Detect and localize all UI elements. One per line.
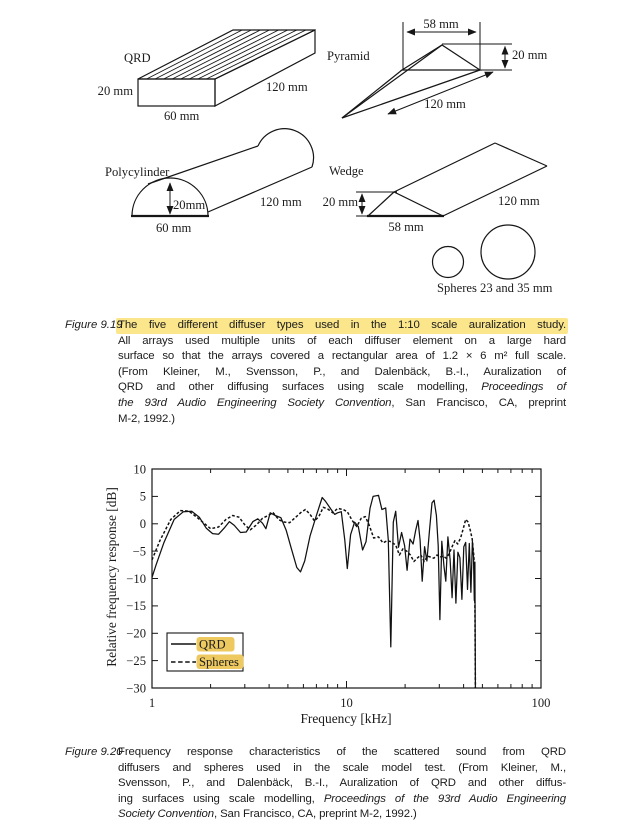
small-sphere bbox=[433, 247, 464, 278]
qrd-diagram bbox=[98, 30, 315, 123]
wedge-back-edge bbox=[495, 143, 547, 166]
y-axis-ticks bbox=[126, 462, 541, 695]
x-tick-label: 100 bbox=[531, 696, 551, 710]
polycylinder-width-dim: 60 mm bbox=[156, 221, 192, 235]
polycylinder-length-dim: 120 mm bbox=[260, 195, 302, 209]
pyramid-diagram bbox=[327, 17, 548, 118]
spheres-diagram bbox=[433, 225, 553, 295]
figure-9-20-caption-text: Frequency response characteristics of the scattered sound from QRD diffusers and spheres used in the scale model test. (From Kleiner, M., Svensson, P., and Dalenbäck, B.-I., Auralization of QRD and other diffus- ing surfaces using scale modelling, Proceedings of the 93rd Audio Engineering Society Convention, San Francisco, CA, preprint M-2, 1992.) bbox=[118, 746, 566, 821]
pyramid-length-dim: 120 mm bbox=[424, 97, 466, 111]
qrd-top-face bbox=[138, 30, 315, 79]
wedge-ridge-edge bbox=[394, 143, 495, 192]
qrd-front-face bbox=[138, 79, 215, 106]
qrd-height-dim: 20 mm bbox=[97, 84, 133, 98]
figure-9-19-diagram bbox=[0, 0, 631, 310]
polycylinder-diagram bbox=[105, 129, 314, 235]
polycylinder-back-arc bbox=[258, 129, 314, 167]
y-tick-label: −5 bbox=[132, 544, 146, 559]
y-tick-label: −25 bbox=[126, 653, 146, 668]
x-axis-title: Frequency [kHz] bbox=[300, 711, 392, 726]
legend-qrd-label: QRD bbox=[199, 637, 226, 652]
x-tick-label: 10 bbox=[340, 696, 353, 710]
y-tick-label: 5 bbox=[139, 489, 146, 504]
wedge-length-dim: 120 mm bbox=[498, 194, 540, 208]
qrd-width-dim: 60 mm bbox=[164, 109, 200, 123]
wedge-width-dim: 58 mm bbox=[388, 220, 424, 234]
legend bbox=[167, 633, 244, 671]
y-axis-title: Relative frequency response [dB] bbox=[104, 487, 119, 667]
legend-spheres-label: Spheres bbox=[199, 655, 239, 669]
figure-9-20-chart bbox=[95, 450, 575, 742]
large-sphere bbox=[481, 225, 535, 279]
pyramid-height-dim: 20 mm bbox=[512, 48, 548, 62]
figure-9-20-label: Figure 9.20 bbox=[65, 746, 123, 758]
wedge-front-face bbox=[368, 192, 443, 216]
y-tick-label: −30 bbox=[126, 681, 146, 696]
polycylinder-height-dim: 20mm bbox=[173, 198, 206, 212]
x-tick-label: 1 bbox=[148, 696, 156, 710]
wedge-diagram bbox=[323, 143, 547, 234]
x-axis-ticks bbox=[149, 469, 551, 710]
wedge-right-edge bbox=[443, 166, 547, 216]
polycylinder-label: Polycylinder bbox=[105, 165, 170, 179]
y-tick-label: 0 bbox=[139, 517, 146, 532]
pyramid-left-edge bbox=[342, 70, 402, 118]
figure-9-19-caption-text: The five different diffuser types used in the 1:10 scale auralization study. All arrays used multiple units of each diffuser element on a large hard surface so that the arrays covered a rectangular area of 1.2 × 6 m² full scale. (From Kleiner, M., Svensson, P., and Dalenbäck, B.-I., Auralization of QRD and other diffusing surfaces using scale modelling, Proceedings of the 93rd Audio Engineering Society Convention, San Francisco, CA, preprint M-2, 1992.) bbox=[118, 319, 566, 425]
wedge-label: Wedge bbox=[329, 164, 364, 178]
pyramid-label: Pyramid bbox=[327, 49, 370, 63]
qrd-label: QRD bbox=[124, 51, 151, 65]
y-tick-label: 10 bbox=[133, 462, 146, 477]
figure-9-19-caption-block bbox=[65, 318, 577, 427]
y-tick-label: −15 bbox=[126, 599, 146, 614]
y-tick-label: −10 bbox=[126, 571, 146, 586]
figure-9-20-caption-block bbox=[65, 745, 577, 823]
pyramid-top-width-dim: 58 mm bbox=[423, 17, 459, 31]
figure-9-19-label: Figure 9.19 bbox=[65, 319, 123, 331]
qrd-length-dim: 120 mm bbox=[266, 80, 308, 94]
wedge-height-dim: 20 mm bbox=[322, 195, 358, 209]
qrd-well-hatching bbox=[147, 30, 306, 79]
y-tick-label: −20 bbox=[126, 626, 146, 641]
spheres-label: Spheres 23 and 35 mm bbox=[437, 281, 553, 295]
